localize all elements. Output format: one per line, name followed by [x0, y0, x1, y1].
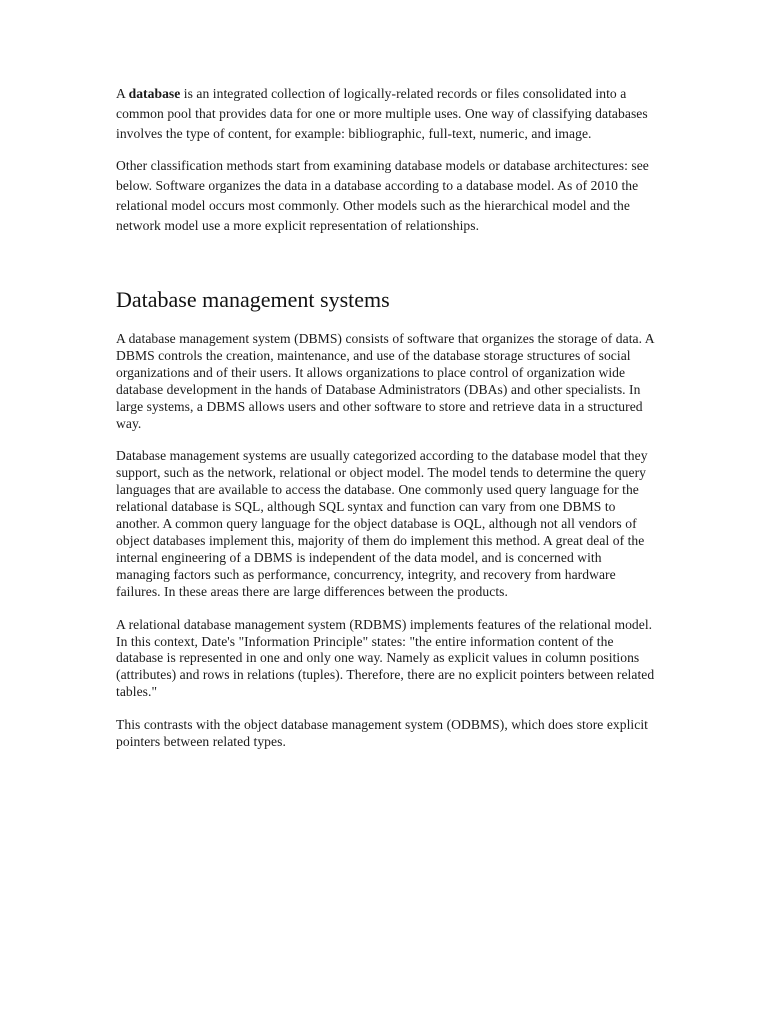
- intro-paragraph-2: Other classification methods start from examining database models or database architectures: see below. Software organizes the data in a database according to a database model. As of 2010 the relational model occurs most commonly. Other models such as the hierarchical model and the network model use a more explicit representation of relationships.: [116, 158, 649, 233]
- intro-paragraph-1-text: is an integrated collection of logically-related records or files consolidated into a common pool that provides data for one or more multiple uses. One way of classifying databases involves the type of content, for example: bibliographic, full-text, numeric, and image.: [116, 86, 648, 141]
- intro-prefix: A: [116, 86, 129, 101]
- body-paragraph-2: Database management systems are usually categorized according to the database model that they support, such as the network, relational or object model. The model tends to determine the query languages that are available to access the database. One commonly used query language for the relational database is SQL, although SQL syntax and function can vary from one DBMS to another. A common query language for the object database is OQL, although not all vendors of object databases implement this, majority of them do implement this method. A great deal of the internal engineering of a DBMS is independent of the data model, and is concerned with managing factors such as performance, concurrency, integrity, and recovery from hardware failures. In these areas there are large differences between the products.: [116, 448, 648, 599]
- intro-section: [116, 84, 656, 236]
- database-term: database: [128, 86, 181, 101]
- section-heading: Database management systems: [116, 287, 390, 312]
- intro-paragraph-1: [116, 84, 656, 144]
- document-page: [116, 84, 656, 767]
- body-paragraph-4: This contrasts with the object database management system (ODBMS), which does store explicit pointers between related types.: [116, 717, 648, 750]
- body-paragraph-1: A database management system (DBMS) consists of software that organizes the storage of data. A DBMS controls the creation, maintenance, and use of the database storage structures of social organizations and of their users. It allows organizations to place control of organization wide database development in the hands of Database Administrators (DBAs) and other specialists. In large systems, a DBMS allows users and other software to store and retrieve data in a structured way.: [116, 331, 654, 431]
- body-paragraph-3: A relational database management system (RDBMS) implements features of the relational model. In this context, Date's "Information Principle" states: "the entire information content of the database is represented in one and only one way. Namely as explicit values in column positions (attributes) and rows in relations (tuples). Therefore, there are no explicit pointers between related tables.": [116, 616, 655, 700]
- section-body: [116, 331, 656, 751]
